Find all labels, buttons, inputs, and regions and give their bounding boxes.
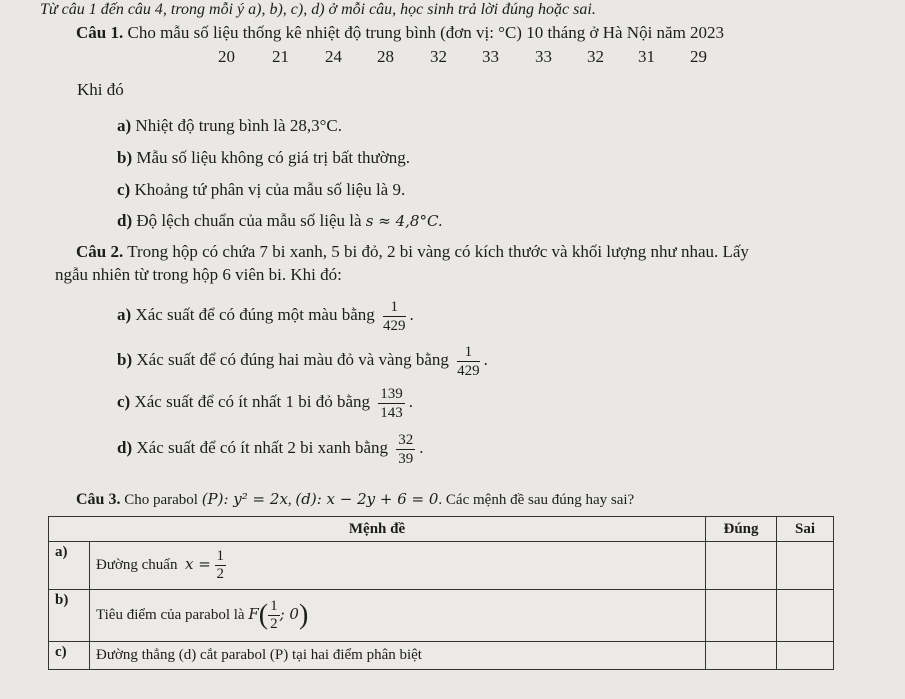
item-end: . [483,350,488,369]
q3-table [48,516,834,670]
q1-data-value: 29 [690,47,707,66]
fraction [383,298,406,335]
item-label: b) [117,350,133,369]
q2-label: Câu 2. [76,242,124,261]
item-label: b) [117,148,133,167]
item-label: a) [117,116,132,135]
fraction [215,548,227,583]
item-label: c) [117,180,131,199]
q2-item-d [117,429,424,468]
row-tail: ; 0 [279,604,299,623]
answer-false-cell[interactable] [777,542,834,590]
fraction [268,598,280,633]
q1-data-row [0,47,905,69]
row-statement [90,642,706,670]
q2-item-a [117,296,414,335]
row-math: F [248,604,259,623]
row-text: Đường thẳng (d) cắt parabol (P) tại hai điểm phân biệt [96,647,422,663]
row-text: Đường chuẩn [96,556,178,573]
q1-data-value: 28 [377,47,394,66]
item-end: . [409,305,414,324]
header-false: Sai [777,517,834,542]
q2-header [76,242,749,262]
right-paren: ) [298,599,309,631]
q1-data-value: 20 [218,47,235,66]
fraction-denominator: 143 [380,404,403,421]
q1-item-c [117,180,405,200]
header-statement: Mệnh đề [49,517,706,542]
item-end: . [419,438,424,457]
intro-text: Từ câu 1 đến câu 4, trong mỗi ý a), b), c), d) ở mỗi câu, học sinh trả lời đúng hoặc sai. [40,1,596,18]
q2-item-b [117,341,488,380]
q1-data-value: 32 [430,47,447,66]
row-label: c) [49,642,90,670]
q1-data-value: 33 [482,47,499,66]
q1-data-value: 33 [535,47,552,66]
fraction [457,343,480,380]
q2-item-c [117,383,413,422]
fraction-denominator: 2 [270,616,278,632]
q2-text1: Trong hộp có chứa 7 bi xanh, 5 bi đỏ, 2 bi vàng có kích thước và khối lượng như nhau. Lấy [127,242,749,261]
row-statement [90,542,706,590]
q1-text: Cho mẫu số liệu thống kê nhiệt độ trung bình (đơn vị: °C) 10 tháng ở Hà Nội năm 2023 [127,23,725,42]
q2-text2: ngẫu nhiên từ trong hộp 6 viên bi. Khi đó: [55,265,342,284]
answer-false-cell[interactable] [777,590,834,642]
header-true: Đúng [706,517,777,542]
row-label: b) [49,590,90,642]
answer-true-cell[interactable] [706,542,777,590]
table-row [49,590,834,642]
fraction-denominator: 429 [457,362,480,379]
q1-khi-do: Khi đó [77,80,124,99]
item-text: Nhiệt độ trung bình là 28,3°C. [135,116,342,135]
table-row [49,542,834,590]
fraction-numerator: 1 [270,598,278,614]
item-end: . [408,392,414,411]
left-paren: ( [258,599,269,631]
answer-true-cell[interactable] [706,642,777,670]
q3-header: Câu 3. Cho parabol (P): y² = 2x, (d): x − 2y + 6 = 0. Các mệnh đề sau đúng hay sai? [76,490,635,508]
q1-data-value: 24 [325,47,342,66]
fraction [378,385,405,422]
fraction-denominator: 39 [398,450,414,467]
q1-header [76,23,724,43]
fraction-numerator: 1 [383,298,406,317]
item-label: c) [117,392,131,411]
item-text: Mẫu số liệu không có giá trị bất thường. [136,148,411,167]
item-math: s ≈ 4,8°C. [365,212,443,230]
fraction-numerator: 1 [216,548,225,564]
answer-false-cell[interactable] [777,642,834,670]
row-text: Tiêu điểm của parabol là [96,606,245,623]
item-text: Xác suất để có đúng một màu bằng [135,305,375,324]
q1-data-value: 32 [587,47,604,66]
item-text: Xác suất để có ít nhất 1 bi đỏ bằng [134,392,371,411]
q1-data-value: 31 [638,47,655,66]
q1-data-value: 21 [272,47,289,66]
q3-parabola-eq: (P): y² = 2x [201,490,288,508]
q1-label: Câu 1. [76,23,124,42]
item-label: d) [117,211,133,230]
table-header-row [49,517,834,542]
q1-item-a [117,116,342,136]
item-label: a) [117,305,132,324]
table-row [49,642,834,670]
row-statement [90,590,706,642]
item-text: Xác suất để có đúng hai màu đỏ và vàng bằng [136,350,449,369]
fraction-denominator: 2 [216,566,225,582]
q3-line-eq: (d): x − 2y + 6 = 0 [295,490,439,508]
row-label: a) [49,542,90,590]
q1-item-b [117,148,410,168]
q3-text-b: . Các mệnh đề sau đúng hay sai? [438,492,635,508]
fraction-denominator: 429 [383,317,406,334]
q3-label: Câu 3. [76,491,121,508]
fraction-numerator: 139 [380,385,403,402]
row-math: x = [184,554,211,573]
item-text: Độ lệch chuẩn của mẫu số liệu là [136,211,362,230]
fraction-numerator: 1 [457,343,480,362]
q1-item-d [117,211,443,231]
item-text: Khoảng tứ phân vị của mẫu số liệu là 9. [134,180,406,199]
fraction [396,431,415,468]
answer-true-cell[interactable] [706,590,777,642]
fraction-numerator: 32 [398,431,414,448]
q3-text-a: Cho parabol [124,492,198,508]
item-label: d) [117,438,133,457]
item-text: Xác suất để có ít nhất 2 bi xanh bằng [136,438,388,457]
